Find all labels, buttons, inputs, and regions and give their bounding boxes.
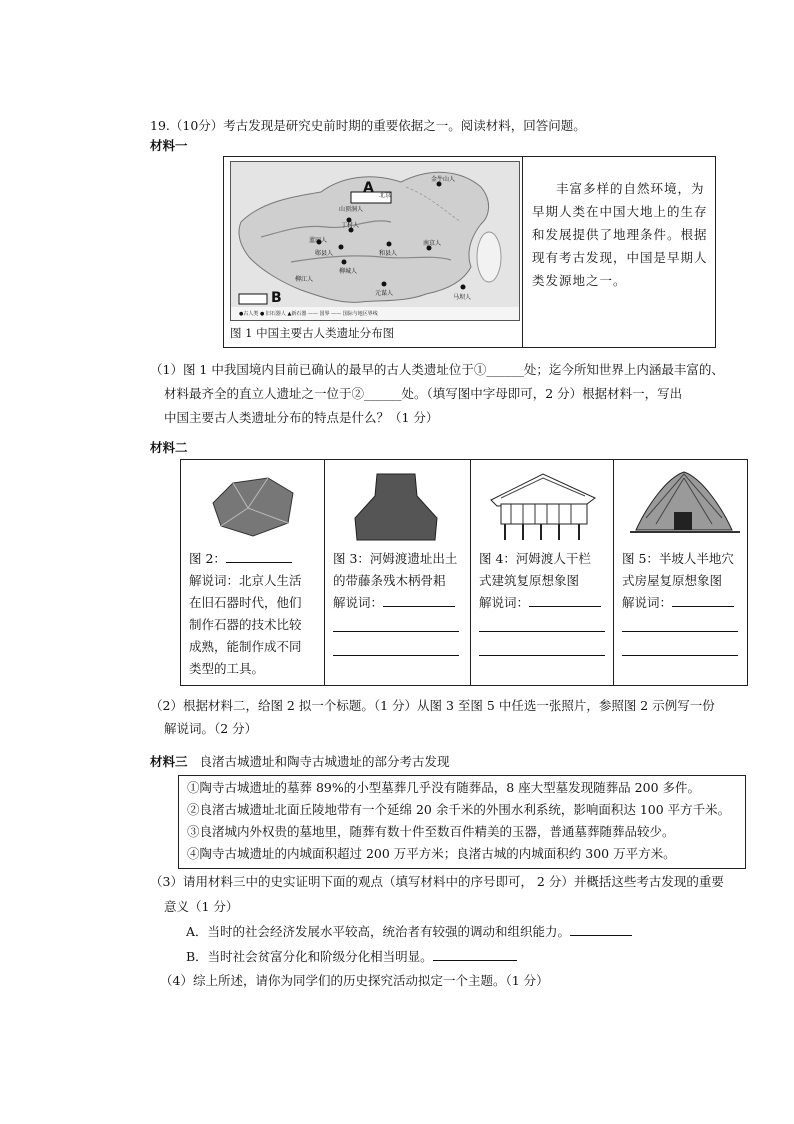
figure4-caption: [479, 548, 607, 614]
figure2-desc-line: 制作石器的技术比较: [189, 617, 302, 632]
material1-label: 材料一: [150, 138, 188, 153]
figure3-title: 图 3：河姆渡遗址出土: [333, 551, 458, 566]
map-site-label: 蓝田人: [309, 237, 328, 244]
stone-tool-image: [193, 468, 311, 544]
map-site-label: 北京: [379, 192, 392, 199]
q3-option-b: [186, 948, 517, 965]
material3-item: ④陶寺古城遗址的内城面积超过 200 万平方米；良渚古城的内城面积约 300 万平方米。: [187, 846, 676, 861]
map-site-label: 柳江人: [295, 276, 314, 283]
material3-label: 材料三: [150, 754, 188, 769]
q2-line1: （2）根据材料二，给图 2 拟一个标题。（1 分）从图 3 至图 5 中任选一张照片，参照图 2 示例写一份: [150, 698, 715, 713]
figure4-title: 图 4：河姆渡人干栏: [479, 551, 591, 566]
figure4-commentary-label: 解说词：: [479, 595, 530, 610]
q3-option-b-text: B．当时社会贫富分化和阶级分化相当明显。: [186, 949, 433, 964]
figure5-title: 图 5：半坡人半地穴: [622, 551, 734, 566]
q3-option-a-blank[interactable]: [570, 923, 632, 936]
figure2-caption: [189, 548, 317, 680]
q2-line2: 解说词。（2 分）: [164, 721, 258, 736]
q1-line2: 材料最齐全的直立人遗址之一位于②______处。（填写图中字母即可，2 分）根据材料一，写出: [164, 386, 683, 401]
material3-subtitle: 良渚古城遗址和陶寺古城遗址的部分考古发现: [199, 754, 450, 769]
map-site-label: 柳城人: [339, 268, 358, 275]
q3-option-a-text: A．当时的社会经济发展水平较高，统治者有较强的调动和组织能力。: [186, 924, 571, 939]
q1-line3: 中国主要古人类遗址分布的特点是什么？（1 分）: [164, 410, 439, 425]
figure3-answer-blank[interactable]: [383, 592, 455, 607]
q3-line1: （3）请用材料三中的史实证明下面的观点（填写材料中的序号即可， 2 分）并概括这些考古发现的重要: [150, 874, 724, 889]
bone-spade-image: [337, 468, 455, 544]
figure2-title-blank[interactable]: [226, 548, 292, 563]
figure2-desc-line: 解说词：北京人生活: [189, 573, 302, 588]
figure2-title: 图 2：: [189, 551, 226, 566]
figure5-desc-line: 式房屋复原想象图: [622, 573, 723, 588]
map-site-label: 山顶洞人: [339, 206, 364, 213]
stilt-house-image: [483, 468, 601, 544]
answer-line[interactable]: [479, 631, 605, 632]
answer-line[interactable]: [479, 655, 605, 656]
map-site-label: 元谋人: [375, 290, 394, 297]
material3-item: ③良渚城内外权贵的墓地里，随葬有数十件至数百件精美的玉器，普通墓葬随葬品较少。: [187, 824, 675, 839]
map-caption: 图 1 中国主要古人类遗址分布图: [230, 326, 395, 340]
map-site-label: 南京人: [423, 240, 442, 247]
map-legend: ●古人类 ● 旧石器人 ▲新石器 —— 国界 —— 国际与地区界线: [239, 311, 378, 317]
figure2-cell: [181, 460, 325, 685]
figure3-commentary-label: 解说词：: [333, 595, 384, 610]
figure5-commentary-label: 解说词：: [622, 595, 673, 610]
map-site-label: 丁村人: [341, 222, 360, 229]
figure2-desc-line: 成熟，能制作成不同: [189, 639, 302, 654]
figure5-cell: [614, 460, 747, 685]
answer-line[interactable]: [622, 655, 738, 656]
q3-option-a: [186, 923, 632, 940]
material1-text: 丰富多样的自然环境，为早期人类在中国大地上的生存和发展提供了地理条件。根据现有考古发现，中国是早期人类发源地之一。: [532, 181, 708, 288]
semi-pit-house-image: [626, 468, 744, 544]
figure3-desc-line: 的带藤条残木柄骨耜: [333, 573, 446, 588]
q3-line2: 意义（1 分）: [164, 899, 239, 914]
material2-table: [180, 459, 748, 686]
map-site-label: 马坝人: [453, 294, 472, 301]
figure3-cell: [325, 460, 471, 685]
figure2-desc-line: 类型的工具。: [189, 661, 265, 676]
map-marker-b: B: [271, 290, 282, 306]
figure4-answer-blank[interactable]: [529, 592, 601, 607]
map-site-label: 金牛山人: [431, 176, 456, 183]
question-header: 19.（10分）考古发现是研究史前时期的重要依据之一。阅读材料，回答问题。: [150, 118, 586, 133]
material1-box: [223, 156, 716, 348]
material3-item: ①陶寺古城遗址的墓葬 89%的小型墓葬几乎没有随葬品，8 座大型墓发现随葬品 200 多件。: [187, 780, 700, 795]
answer-line[interactable]: [622, 631, 738, 632]
figure4-cell: [471, 460, 614, 685]
answer-line[interactable]: [333, 655, 459, 656]
map-site-label: 郧县人: [315, 250, 334, 257]
q4-line1: （4）综上所述，请你为同学们的历史探究活动拟定一个主题。（1 分）: [160, 973, 549, 988]
figure5-caption: [622, 548, 742, 614]
answer-line[interactable]: [333, 631, 459, 632]
material2-label: 材料二: [150, 440, 188, 455]
figure2-desc-line: 在旧石器时代，他们: [189, 595, 302, 610]
map-site-label: 和县人: [379, 250, 398, 257]
q1-line1: （1）图 1 中我国境内目前已确认的最早的古人类遗址位于①______处；迄今所知世界上内涵最丰富的、: [150, 362, 724, 377]
figure5-answer-blank[interactable]: [672, 592, 734, 607]
q3-option-b-blank[interactable]: [433, 948, 517, 961]
china-map-figure: [230, 161, 520, 321]
map-marker-a: A: [363, 180, 374, 196]
figure4-desc-line: 式建筑复原想象图: [479, 573, 580, 588]
material3-box: [178, 775, 746, 869]
material3-item: ②良渚古城遗址北面丘陵地带有一个延绵 20 余千米的外围水利系统，影响面积达 100 平方千米。: [187, 802, 731, 817]
m1-divider: [522, 157, 523, 347]
figure3-caption: [333, 548, 461, 614]
material3-heading: [150, 754, 449, 770]
